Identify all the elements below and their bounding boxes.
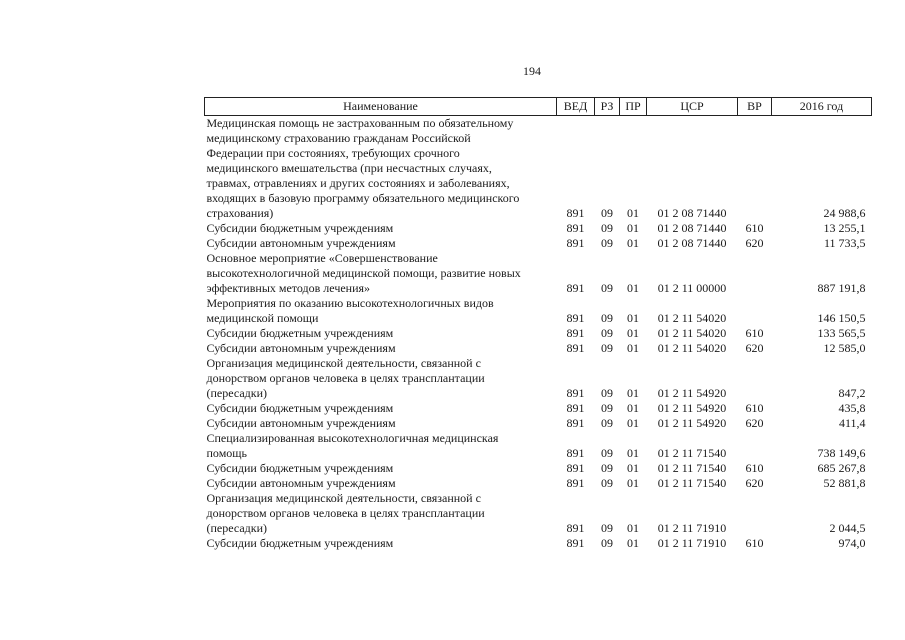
cell-vr: 620 [745, 341, 764, 355]
cell-rz: 09 [601, 281, 613, 295]
table-body [205, 116, 872, 552]
cell-amount: 2 044,5 [829, 521, 866, 535]
table-row [205, 356, 872, 401]
name-line: Субсидии бюджетным учреждениям [206, 536, 394, 550]
name-line: медицинскому страхованию гражданам Российской [206, 131, 471, 145]
cell-vr [738, 356, 772, 401]
budget-table [204, 97, 872, 551]
name-line: Субсидии бюджетным учреждениям [206, 326, 394, 340]
cell-vr: 610 [745, 326, 764, 340]
cell-vr: 620 [745, 416, 764, 430]
cell-csr: 01 2 11 71540 [657, 461, 727, 475]
cell-name [205, 461, 557, 476]
name-line: Субсидии автономным учреждениям [206, 416, 396, 430]
cell-rz: 09 [601, 386, 613, 400]
cell-vr: 610 [745, 401, 764, 415]
cell-csr: 01 2 11 54920 [657, 416, 727, 430]
page-number: 194 [523, 64, 541, 78]
cell-ved: 891 [566, 281, 585, 295]
name-line: Субсидии автономным учреждениям [206, 341, 396, 355]
cell-ved: 891 [566, 386, 585, 400]
cell-amount: 146 150,5 [817, 311, 866, 325]
name-line: входящих в базовую программу обязательного медицинского [206, 191, 520, 205]
cell-rz: 09 [601, 521, 613, 535]
cell-ved: 891 [566, 476, 585, 490]
cell-name [205, 401, 557, 416]
cell-rz: 09 [601, 461, 613, 475]
table-row [205, 461, 872, 476]
cell-name [205, 221, 557, 236]
cell-name [205, 491, 557, 536]
cell-pr: 01 [627, 536, 639, 550]
name-line: Мероприятия по оказанию высокотехнологичных видов [206, 296, 494, 310]
table-row [205, 431, 872, 461]
cell-name [205, 476, 557, 491]
cell-amount: 685 267,8 [817, 461, 866, 475]
cell-amount: 12 585,0 [823, 341, 866, 355]
name-line: высокотехнологичной медицинской помощи, развитие новых [206, 266, 521, 280]
name-line: травмах, отравлениях и других состояниях и заболеваниях, [206, 176, 510, 190]
name-line: страхования) [206, 206, 274, 220]
cell-csr: 01 2 11 54020 [657, 311, 727, 325]
table-row [205, 536, 872, 551]
cell-csr: 01 2 11 71540 [657, 476, 727, 490]
cell-vr [738, 491, 772, 536]
cell-pr: 01 [627, 341, 639, 355]
cell-pr: 01 [627, 461, 639, 475]
cell-amount: 11 733,5 [823, 236, 866, 250]
cell-csr: 01 2 08 71440 [657, 236, 727, 250]
cell-amount: 435,8 [838, 401, 866, 415]
cell-vr [738, 116, 772, 222]
name-line: Субсидии бюджетным учреждениям [206, 461, 394, 475]
header-name: Наименование [205, 98, 557, 116]
name-line: Субсидии бюджетным учреждениям [206, 401, 394, 415]
name-line: донорством органов человека в целях трансплантации [206, 506, 485, 520]
table-row [205, 221, 872, 236]
cell-pr: 01 [627, 386, 639, 400]
table-row [205, 236, 872, 251]
cell-pr: 01 [627, 281, 639, 295]
cell-rz: 09 [601, 476, 613, 490]
cell-csr: 01 2 11 54920 [657, 401, 727, 415]
cell-vr: 610 [745, 536, 764, 550]
cell-rz: 09 [601, 341, 613, 355]
cell-ved: 891 [566, 206, 585, 220]
cell-name [205, 296, 557, 326]
cell-rz: 09 [601, 326, 613, 340]
cell-name [205, 536, 557, 551]
cell-vr [738, 251, 772, 296]
cell-ved: 891 [566, 446, 585, 460]
cell-amount: 738 149,6 [817, 446, 866, 460]
cell-pr: 01 [627, 236, 639, 250]
cell-vr: 620 [745, 476, 764, 490]
name-line: эффективных методов лечения» [206, 281, 371, 295]
cell-amount: 887 191,8 [817, 281, 866, 295]
cell-csr: 01 2 11 54920 [657, 386, 727, 400]
table-row [205, 401, 872, 416]
cell-ved: 891 [566, 461, 585, 475]
cell-amount: 133 565,5 [817, 326, 866, 340]
cell-name [205, 341, 557, 356]
cell-name [205, 326, 557, 341]
cell-ved: 891 [566, 221, 585, 235]
name-line: Субсидии автономным учреждениям [206, 476, 396, 490]
cell-name [205, 116, 557, 222]
cell-name [205, 356, 557, 401]
table-row [205, 116, 872, 222]
header-year: 2016 год [772, 98, 872, 116]
cell-ved: 891 [566, 536, 585, 550]
cell-csr: 01 2 11 71910 [657, 536, 727, 550]
name-line: Специализированная высокотехнологичная медицинская [206, 431, 499, 445]
cell-csr: 01 2 08 71440 [657, 221, 727, 235]
cell-ved: 891 [566, 311, 585, 325]
name-line: помощь [206, 446, 247, 460]
cell-ved: 891 [566, 236, 585, 250]
cell-vr: 610 [745, 221, 764, 235]
name-line: Субсидии бюджетным учреждениям [206, 221, 394, 235]
cell-pr: 01 [627, 446, 639, 460]
header-ved: ВЕД [557, 98, 595, 116]
cell-amount: 411,4 [838, 416, 866, 430]
cell-pr: 01 [627, 311, 639, 325]
header-vr: ВР [738, 98, 772, 116]
cell-pr: 01 [627, 206, 639, 220]
cell-amount: 847,2 [838, 386, 866, 400]
cell-ved: 891 [566, 326, 585, 340]
cell-amount: 52 881,8 [823, 476, 866, 490]
cell-name [205, 251, 557, 296]
table-row [205, 296, 872, 326]
cell-ved: 891 [566, 341, 585, 355]
cell-rz: 09 [601, 236, 613, 250]
cell-pr: 01 [627, 476, 639, 490]
name-line: Организация медицинской деятельности, связанной с [206, 491, 481, 505]
name-line: Организация медицинской деятельности, связанной с [206, 356, 481, 370]
cell-rz: 09 [601, 401, 613, 415]
cell-name [205, 416, 557, 431]
cell-rz: 09 [601, 416, 613, 430]
cell-csr: 01 2 11 71540 [657, 446, 727, 460]
cell-ved: 891 [566, 416, 585, 430]
cell-vr [738, 296, 772, 326]
cell-ved: 891 [566, 521, 585, 535]
cell-name [205, 431, 557, 461]
table-row [205, 341, 872, 356]
table-row [205, 251, 872, 296]
name-line: (пересадки) [206, 521, 268, 535]
header-pr: ПР [620, 98, 647, 116]
name-line: Медицинская помощь не застрахованным по обязательному [206, 116, 514, 130]
name-line: донорством органов человека в целях трансплантации [206, 371, 485, 385]
cell-csr: 01 2 11 54020 [657, 341, 727, 355]
cell-csr: 01 2 08 71440 [657, 206, 727, 220]
name-line: медицинской помощи [206, 311, 319, 325]
cell-pr: 01 [627, 221, 639, 235]
cell-amount: 974,0 [838, 536, 866, 550]
cell-name [205, 236, 557, 251]
header-csr: ЦСР [647, 98, 738, 116]
cell-csr: 01 2 11 71910 [657, 521, 727, 535]
cell-csr: 01 2 11 00000 [657, 281, 727, 295]
table-row [205, 416, 872, 431]
cell-pr: 01 [627, 401, 639, 415]
cell-rz: 09 [601, 536, 613, 550]
cell-vr [738, 431, 772, 461]
cell-csr: 01 2 11 54020 [657, 326, 727, 340]
table-row [205, 326, 872, 341]
name-line: Основное мероприятие «Совершенствование [206, 251, 438, 265]
name-line: Федерации при состояниях, требующих срочного [206, 146, 460, 160]
table-row [205, 491, 872, 536]
header-rz: РЗ [595, 98, 620, 116]
cell-amount: 13 255,1 [823, 221, 866, 235]
cell-pr: 01 [627, 416, 639, 430]
cell-rz: 09 [601, 446, 613, 460]
cell-vr: 620 [745, 236, 764, 250]
cell-ved: 891 [566, 401, 585, 415]
cell-rz: 09 [601, 206, 613, 220]
cell-rz: 09 [601, 221, 613, 235]
name-line: Субсидии автономным учреждениям [206, 236, 396, 250]
table-row [205, 476, 872, 491]
name-line: (пересадки) [206, 386, 268, 400]
name-line: медицинского вмешательства (при несчастных случаях, [206, 161, 492, 175]
cell-amount: 24 988,6 [823, 206, 866, 220]
cell-pr: 01 [627, 326, 639, 340]
cell-pr: 01 [627, 521, 639, 535]
table-header [205, 98, 872, 116]
cell-rz: 09 [601, 311, 613, 325]
cell-vr: 610 [745, 461, 764, 475]
